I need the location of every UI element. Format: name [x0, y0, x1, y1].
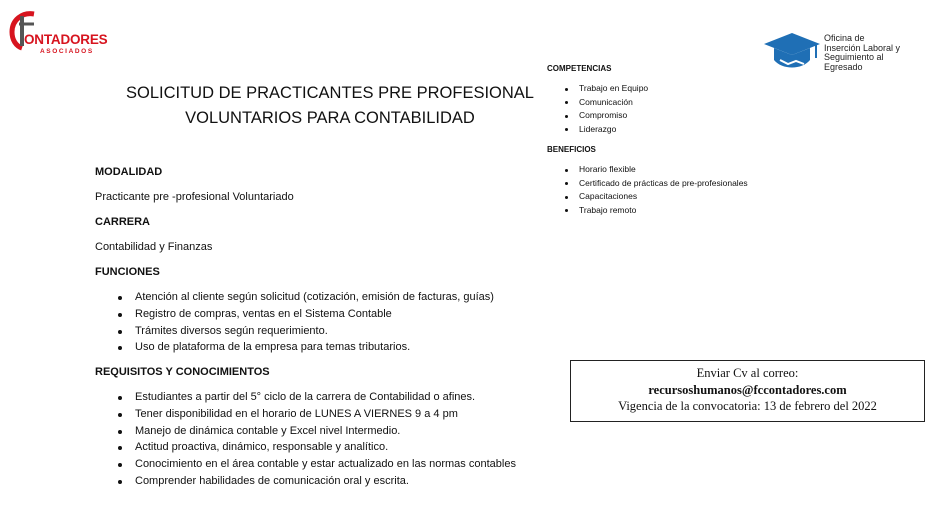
logo-brand-text: ONTADORES: [24, 32, 108, 47]
carrera-text: Contabilidad y Finanzas: [95, 241, 213, 253]
office-name-line: Seguimiento al: [824, 52, 884, 63]
list-item: Comprender habilidades de comunicación oral y escrita.: [115, 473, 516, 490]
list-item: Liderazgo: [562, 123, 648, 137]
list-item: Horario flexible: [562, 163, 748, 177]
list-item: Trabajo en Equipo: [562, 82, 648, 96]
list-item: Compromiso: [562, 109, 648, 123]
list-item: Atención al cliente según solicitud (cotización, emisión de facturas, guías): [115, 289, 494, 306]
list-item: Uso de plataforma de la empresa para temas tributarios.: [115, 339, 494, 356]
list-item: Conocimiento en el área contable y estar actualizado en las normas contables: [115, 456, 516, 473]
list-item: Tener disponibilidad en el horario de LUNES A VIERNES 9 a 4 pm: [115, 406, 516, 423]
contact-box: [570, 360, 925, 422]
list-item: Registro de compras, ventas en el Sistema Contable: [115, 306, 494, 323]
modalidad-heading: MODALIDAD: [95, 166, 163, 178]
deadline-text: Vigencia de la convocatoria: 13 de febrero del 2022: [618, 399, 877, 413]
competencias-list: [562, 82, 648, 136]
logo-sub-text: ASOCIADOS: [40, 48, 94, 55]
page-title-line1: SOLICITUD DE PRACTICANTES PRE PROFESIONAL: [126, 84, 534, 102]
list-item: Comunicación: [562, 96, 648, 110]
carrera-heading: CARRERA: [95, 216, 150, 228]
contadores-logo: [8, 10, 120, 60]
contact-email: recursoshumanos@fccontadores.com: [648, 382, 847, 397]
office-name-line: Egresado: [824, 61, 863, 72]
list-item: Trámites diversos según requerimiento.: [115, 323, 494, 340]
competencias-heading: COMPETENCIAS: [547, 64, 612, 73]
beneficios-list: [562, 163, 748, 217]
funciones-list: [115, 289, 494, 356]
list-item: Certificado de prácticas de pre-profesionales: [562, 177, 748, 191]
list-item: Trabajo remoto: [562, 204, 748, 218]
funciones-heading: FUNCIONES: [95, 266, 160, 278]
contact-instruction: Enviar Cv al correo:: [696, 366, 799, 380]
requisitos-heading: REQUISITOS Y CONOCIMIENTOS: [95, 366, 270, 378]
list-item: Capacitaciones: [562, 190, 748, 204]
office-name: [824, 34, 924, 72]
office-logo: [762, 30, 922, 80]
beneficios-heading: BENEFICIOS: [547, 145, 596, 154]
graduation-cap-icon: [762, 30, 822, 78]
office-name-line: Oficina de: [824, 33, 865, 43]
page-title-line2: VOLUNTARIOS PARA CONTABILIDAD: [185, 109, 475, 127]
office-name-line: Inserción Laboral y: [824, 42, 901, 53]
modalidad-text: Practicante pre -profesional Voluntariado: [95, 191, 294, 203]
list-item: Actitud proactiva, dinámico, responsable y analítico.: [115, 439, 516, 456]
list-item: Estudiantes a partir del 5° ciclo de la carrera de Contabilidad o afines.: [115, 389, 516, 406]
list-item: Manejo de dinámica contable y Excel nivel Intermedio.: [115, 423, 516, 440]
requisitos-list: [115, 389, 516, 490]
